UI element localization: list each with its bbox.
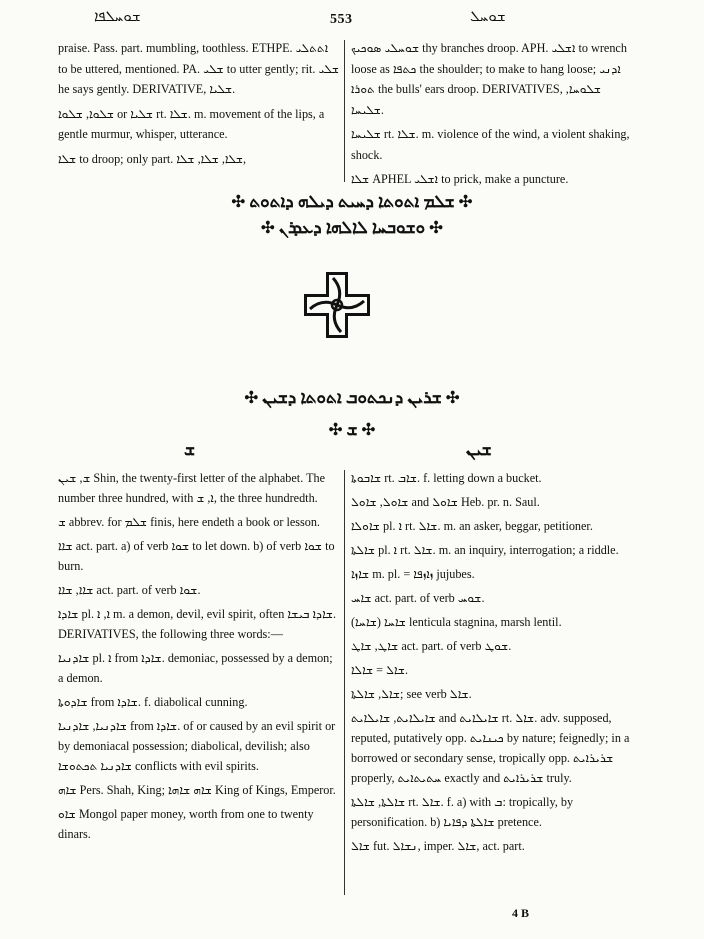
entry: ܫܐܗ Pers. Shah, King; ܫܐܗ ܫܐܗܐ King of Kings, Emperor. [58, 783, 336, 797]
entry: ܫܠܝܚܐ rt. ܫܠܐ. m. violence of the wind, a violent shaking, shock. [351, 127, 630, 162]
entry: ܫܐܠ, ܫܐܠܬܐ; see verb ܫܐܠ. [351, 687, 472, 701]
running-head-left: ܫܘܚܠܦܐ [94, 9, 141, 25]
entry: ܫܐܝܠܐܝܬ, ܫܐܝܠܐܝܬ and ܫܐܝܠܐܝܬ rt. ܫܐܠ. adv. supposed, reputed, putatively opp. ܟܝܢܐܝܬ by nature; feignedly; in a borrowed or secondary sense, tropically opp. ܫܪܝܪܐܝܬ properly, ܚܬܝܬܐܝܬ exactly and ܫܪܝܪܐܝܬ truly. [351, 711, 630, 785]
section-heading: ✣ ܫܪܝܢ ܕܢܟܬܘܒ ܐܬܘܬܐ ܕܫܝܢ ✣ [244, 388, 460, 407]
running-head-right: ܫܘܚܠ [470, 9, 506, 25]
colophon-line-2: ✣ ܘܫܘܒܚܐ ܠܐܠܗܐ ܕܥܕܪܢ ✣ [261, 218, 443, 237]
entry: ܫܠܐ APHEL ܐܫܠܝ to prick, make a puncture. [351, 172, 569, 186]
colophon-line-1: ✣ ܫܠܡ ܐܬܘܬܐ ܕܚܝܬ ܕܝܠܗ ܕܐܬܘܬ ✣ [231, 192, 473, 211]
entry: ܫܐܕܢܝܐ pl. ܐ from ܫܐܕܐ. demoniac, possessed by a demon; a demon. [58, 651, 333, 685]
entry: ܫܘܚܠܝ ܣܘܟܝܟ thy branches droop. APH. ܐܫܠܝ to wrench loose as ܟܬܦܐ the shoulder; to make to hang loose; ܐܕܢܝ ܬܘܪܐ the bulls' ears droop. DERIVATIVES, ܫܠܘܚܐ, ܫܠܝܚܐ. [351, 41, 627, 117]
left-column-letter: ܫ [184, 440, 195, 459]
entry: ܫܐܕܐ pl. ܐ, ܐ m. a demon, devil, evil spirit, often ܫܐܕܐ ܒܝܫܐ. DERIVATIVES, the following three words:— [58, 607, 337, 641]
entry: ܫܐܕܢܝܐ, ܫܐܕܢܝܐ from ܫܐܕܐ. of or caused by an evil spirit or by demoniacal possession; diabolical, devilish; also ܫܐܕܢܝܐ ܬܟܬܘܫܐ conflicts with evil spirits. [58, 719, 336, 773]
signature-mark: 4 B [512, 906, 530, 920]
right-column-main [351, 468, 633, 860]
entry: ܫܐܠ fut. ܢܫܐܠ, imper. ܫܐܠ, act. part. [351, 839, 525, 853]
entry: ܫܐܠ = ܫܐܠܐ. [351, 663, 409, 677]
entry: ܫܐܚܐ (ܫܐܚܐ) lenticula stagnina, marsh lentil. [351, 615, 562, 629]
entry: ܫܐܕܘܬܐ from ܫܐܕܐ. f. diabolical cunning. [58, 695, 248, 709]
entry: ܫܐܛ, ܫܐܛ act. part. of verb ܫܘܛ. [351, 639, 512, 653]
right-column-top [351, 38, 633, 194]
entry: ܫ, ܫܝܢ Shin, the twenty-first letter of the alphabet. The number three hundred, with ܐ, ܫ, the three hundredth. [58, 471, 326, 505]
right-column-letter: ܫܝܢ [466, 440, 492, 459]
entry: ܫ abbrev. for ܫܠܡ finis, here endeth a book or lesson. [58, 515, 320, 529]
ornamental-cross-icon [302, 270, 372, 340]
entry: ܫܐܐ act. part. a) of verb ܫܘܐ to let down. b) of verb ܫܘܐ to burn. [58, 539, 335, 573]
column-divider-main [344, 470, 345, 895]
column-divider-top [344, 40, 345, 182]
entry: ܫܐܘܠ, ܫܐܘܠ and ܫܐܘܠ Heb. pr. n. Saul. [351, 495, 540, 509]
page-number: 553 [330, 12, 353, 27]
entry: ܫܐܐ, ܫܐܐ act. part. of verb ܫܘܐ. [58, 583, 201, 597]
entry: ܫܐܠܬܐ pl. ܐ rt. ܫܐܠ. m. an inquiry, interrogation; a riddle. [351, 543, 619, 557]
left-column-main [58, 468, 340, 848]
entry: ܫܐܙܐ m. pl. = ܙܐܙܦܐ jujubes. [351, 567, 475, 581]
entry: praise. Pass. part. mumbling, toothless. ETHPE. ܐܬܬܠܝ to be uttered, mentioned. PA. ܫܠܝ to utter gently; rit. ܫܠܝ he says gently. DERIVATIVE, ܫܠܝܐ. [58, 41, 340, 96]
entry: ܫܐܘܠܐ pl. ܐ rt. ܫܐܠ. m. an asker, beggar, petitioner. [351, 519, 593, 533]
letter-heading: ✣ ܫ ✣ [328, 420, 376, 439]
entry: ܫܐܘ Mongol paper money, worth from one to twenty dinars. [58, 807, 314, 841]
entry: ܫܠܐ to droop; only part. ܫܠܐ, ܫܠܐ, ܫܠܐ, [58, 151, 247, 166]
entry: ܫܐܠܬܐ, ܫܐܠܬܐ rt. ܫܐܠ. f. a) with ܒ: tropically, by personification. b) ܫܐܠܬܐ ܕܦܐܝܐ pretence. [351, 795, 574, 829]
left-column-top [58, 38, 340, 173]
entry: ܫܐܚ act. part. of verb ܫܘܚ. [351, 591, 485, 605]
entry: ܫܐܒܘܬܐ rt. ܫܐܒ. f. letting down a bucket. [351, 471, 542, 485]
entry: ܫܠܘܐ, ܫܠܘܐ or ܫܠܝܐ rt. ܫܠܐ. m. movement of the lips, a gentle murmur, whisper, utterance. [58, 106, 325, 141]
